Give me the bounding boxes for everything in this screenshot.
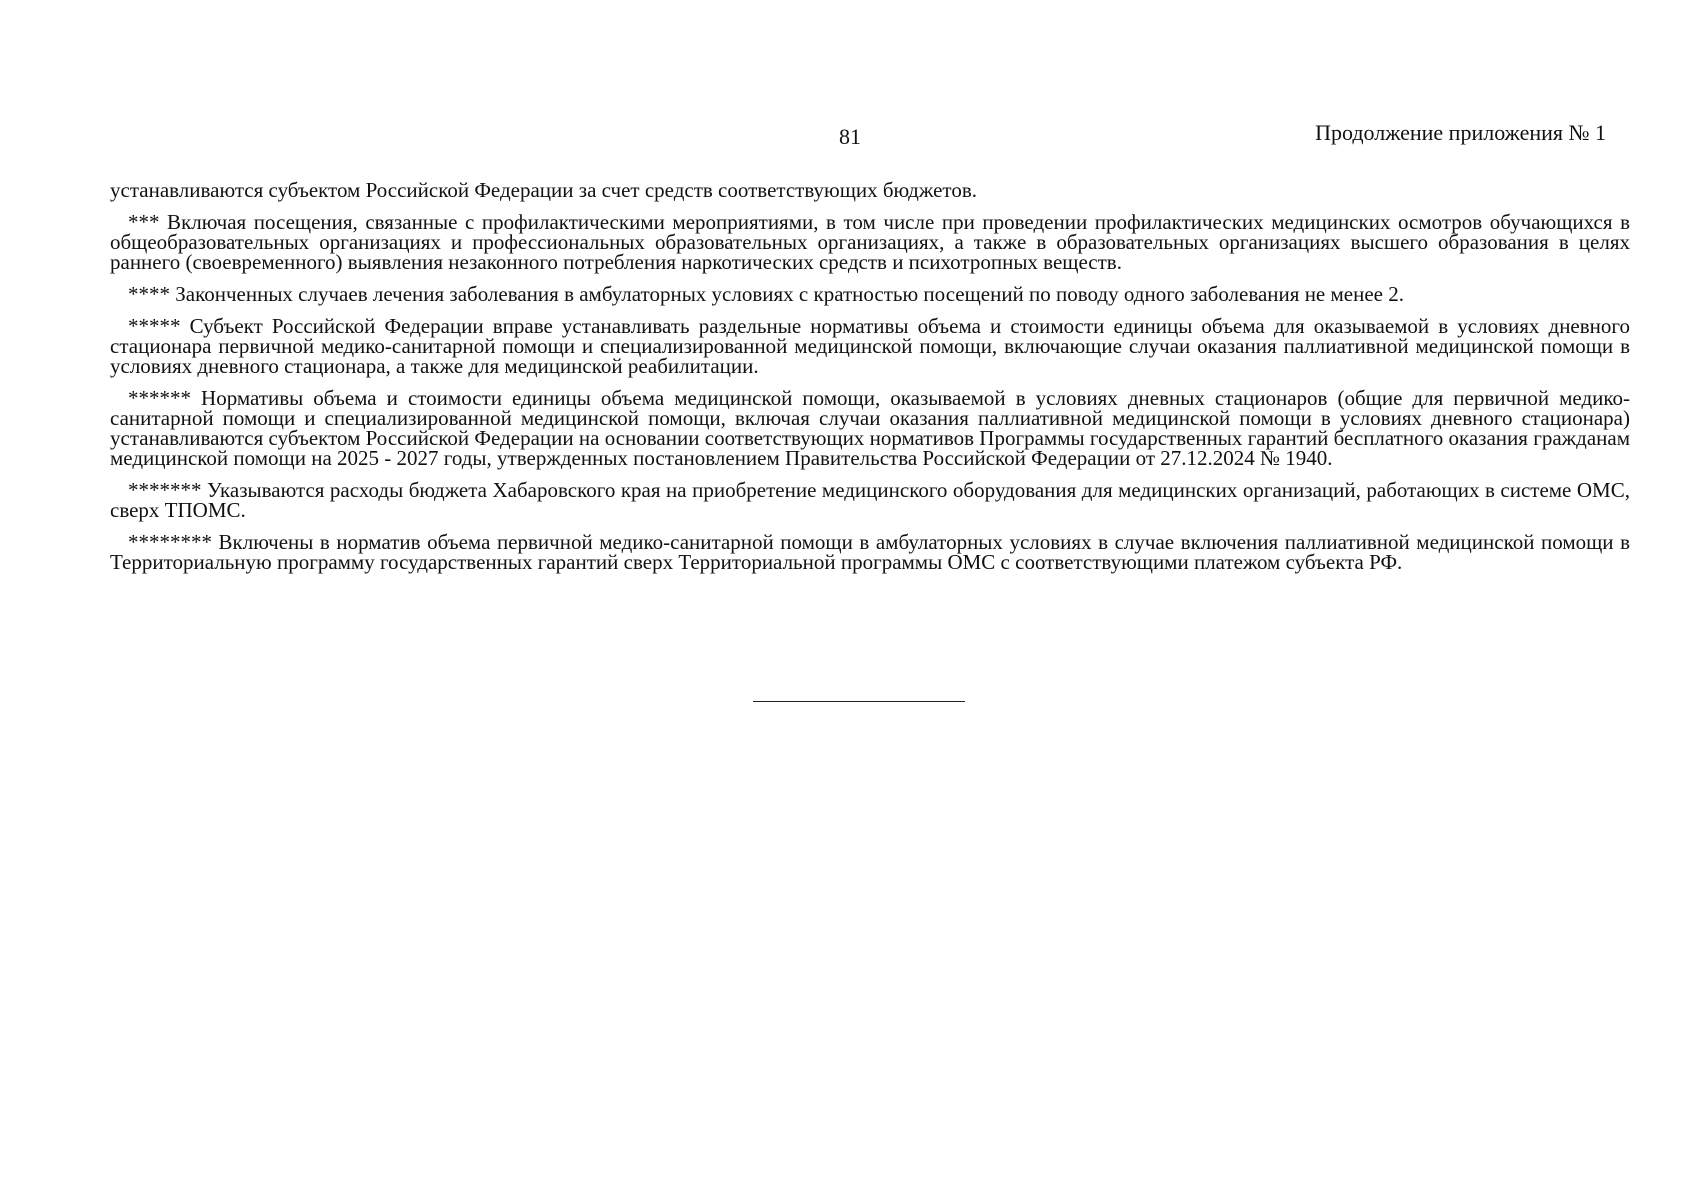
footnote-6-stars: ****** Нормативы объема и стоимости единицы объема медицинской помощи, оказываемой в условиях дневных стационаров (общие для первичной медико-санитарной помощи и специализированной медицинской помощи, включая случаи оказания паллиативной медицинской помощи в условиях дневного стационара) устанавливаются субъектом Российской Федерации на основании соответствующих нормативов Программы государственных гарантий бесплатного оказания гражданам медицинской помощи на 2025 - 2027 годы, утвержденных постановлением Правительства Российской Федерации от 27.12.2024 № 1940. <box>110 386 1630 470</box>
paragraph-continuation: устанавливаются субъектом Российской Федерации за счет средств соответствующих бюджетов. <box>110 178 977 202</box>
appendix-continuation-label: Продолжение приложения № 1 <box>1315 120 1606 145</box>
footnotes-block <box>110 180 1630 584</box>
page-number: 81 <box>839 124 861 149</box>
footnote-8-stars: ******** Включены в норматив объема первичной медико-санитарной помощи в амбулаторных условиях в случае включения паллиативной медицинской помощи в Территориальную программу государственных гарантий сверх Территориальной программы ОМС с соответствующими платежом субъекта РФ. <box>110 530 1630 574</box>
footnote-5-stars: ***** Субъект Российской Федерации вправе устанавливать раздельные нормативы объема и стоимости единицы объема для оказываемой в условиях дневного стационара первичной медико-санитарной помощи и специализированной медицинской помощи, включающие случаи оказания паллиативной медицинской помощи в условиях дневного стационара, а также для медицинской реабилитации. <box>110 314 1630 378</box>
closing-separator-line <box>753 701 965 702</box>
footnote-3-stars: *** Включая посещения, связанные с профилактическими мероприятиями, в том числе при проведении профилактических медицинских осмотров обучающихся в общеобразовательных организациях и профессиональных образовательных организациях, а также в образовательных организациях высшего образования в целях раннего (своевременного) выявления незаконного потребления наркотических средств и психотропных веществ. <box>110 210 1630 274</box>
footnote-4-stars: **** Законченных случаев лечения заболевания в амбулаторных условиях с кратностью посещений по поводу одного заболевания не менее 2. <box>128 282 1404 306</box>
footnote-7-stars: ******* Указываются расходы бюджета Хабаровского края на приобретение медицинского оборудования для медицинских организаций, работающих в системе ОМС, сверх ТПОМС. <box>110 478 1630 522</box>
